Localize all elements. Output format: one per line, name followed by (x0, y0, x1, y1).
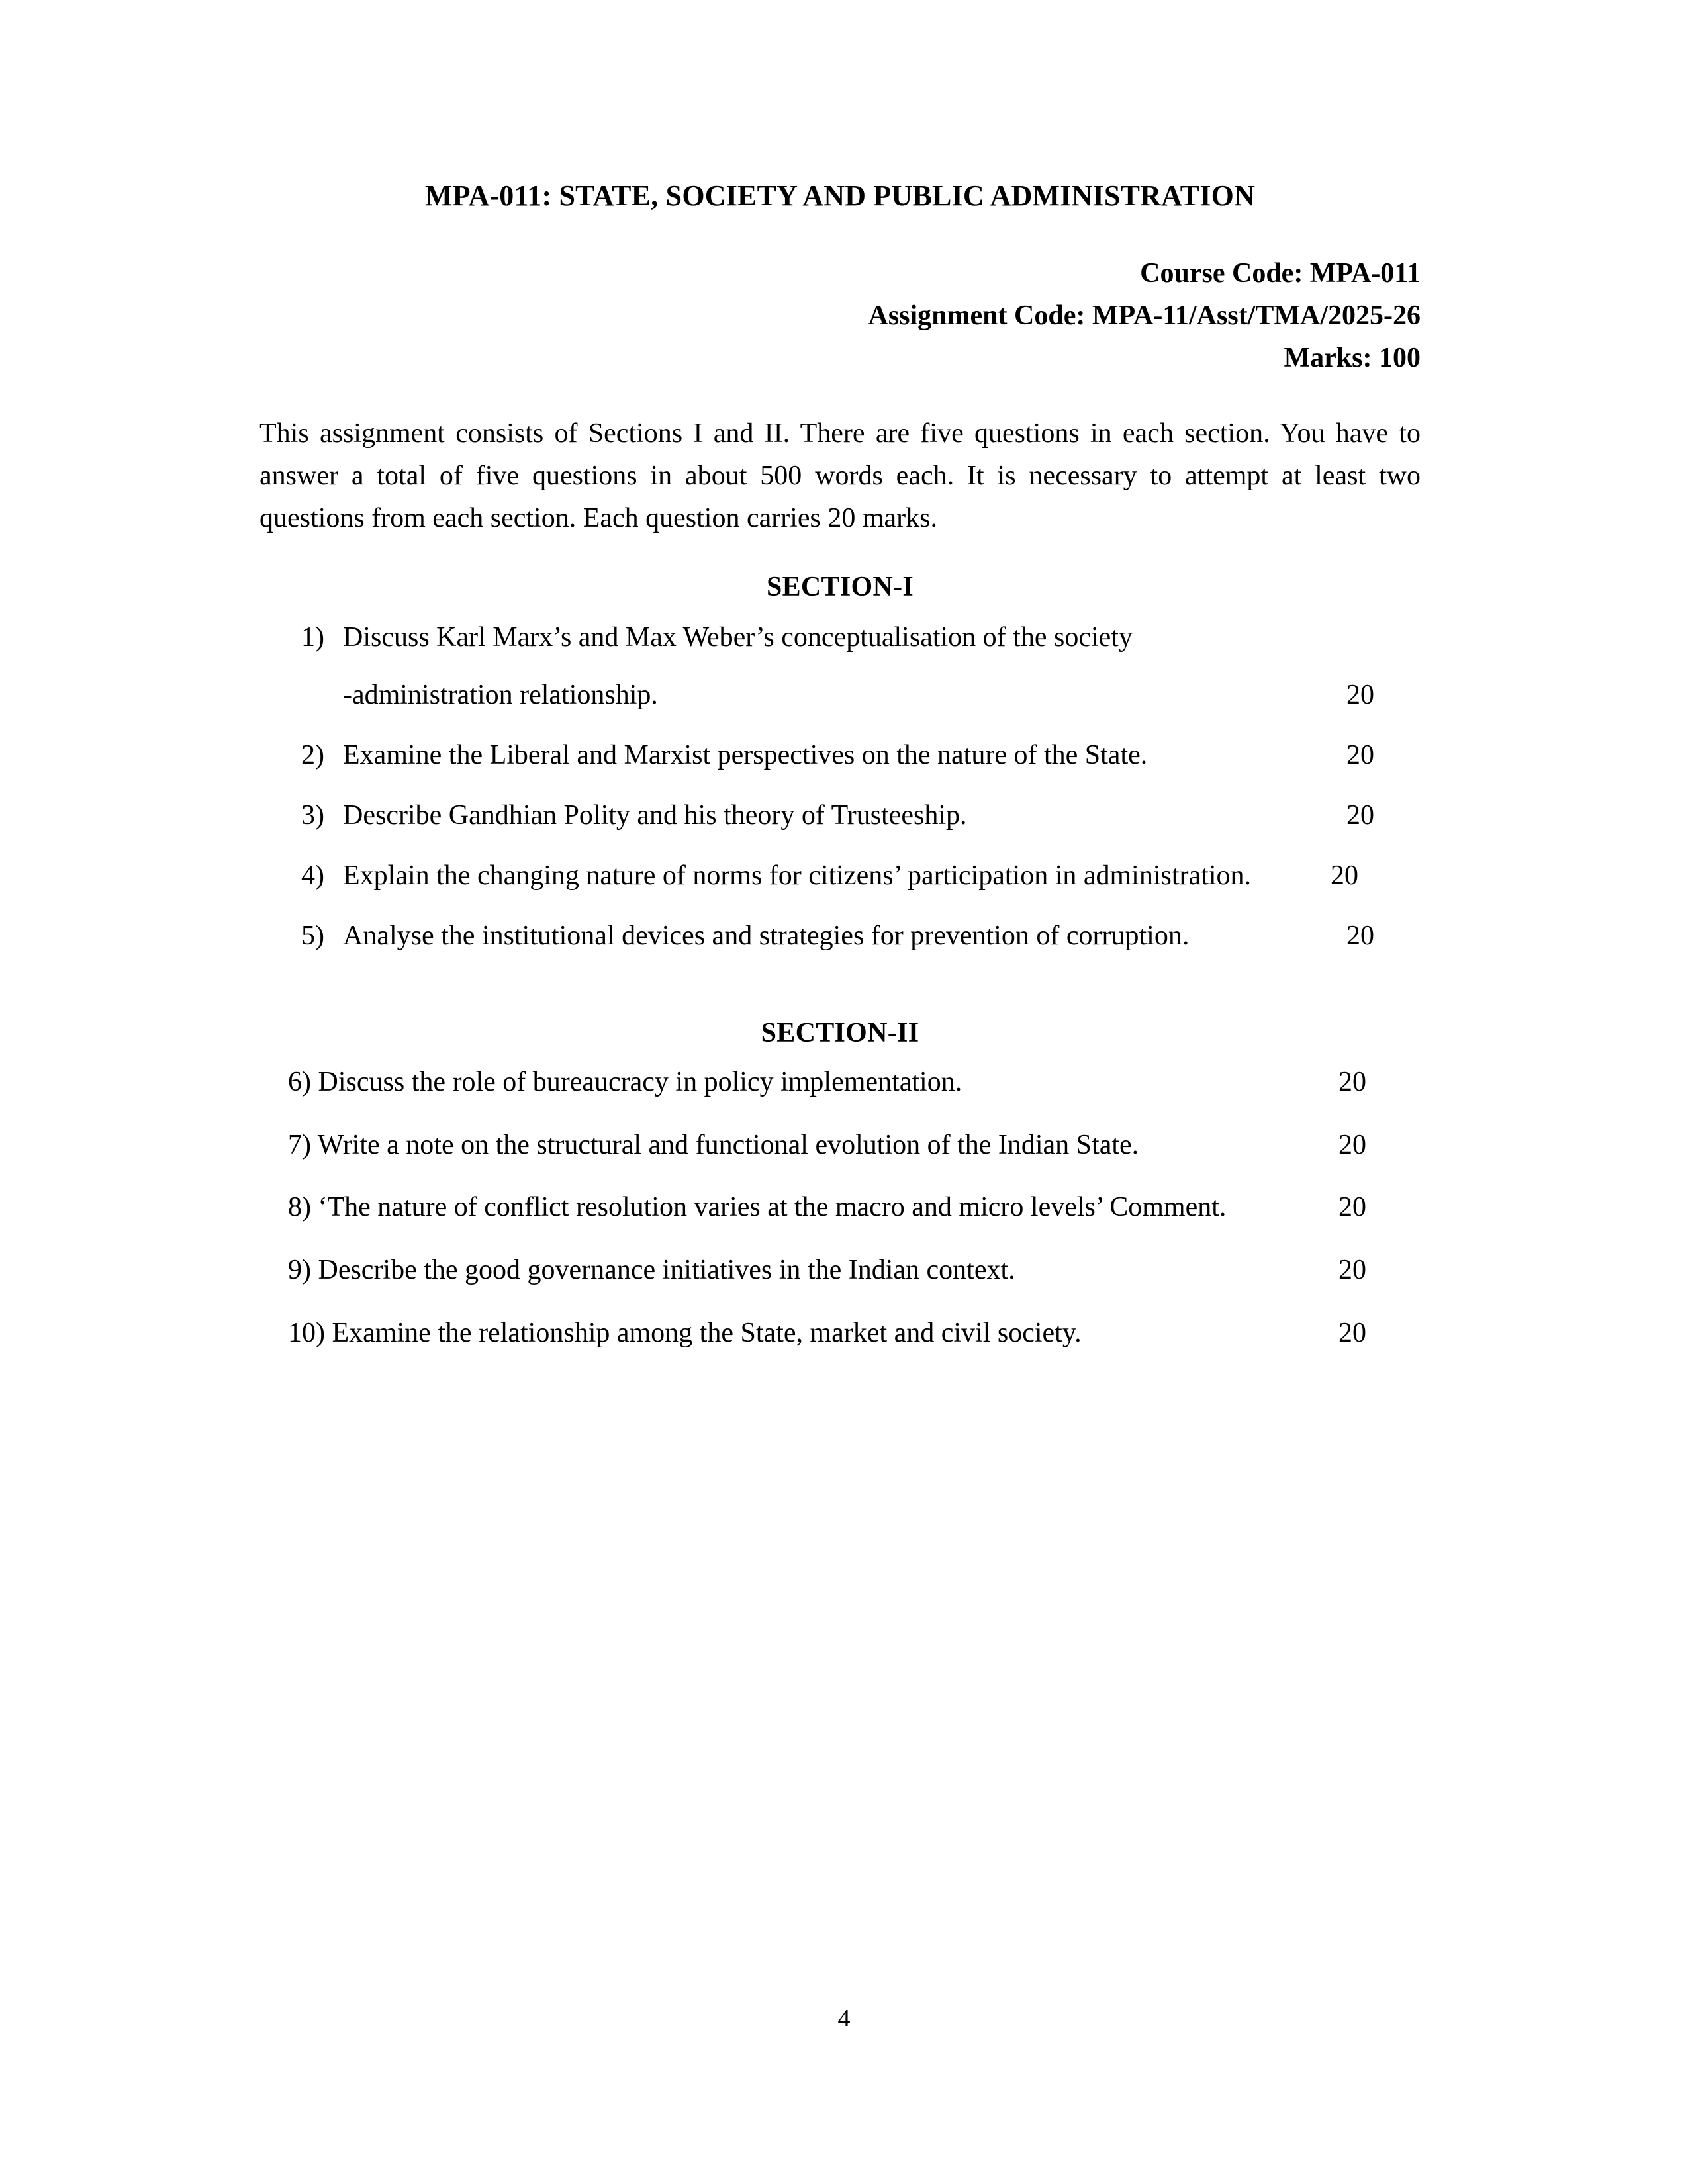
question-marks: 20 (1346, 740, 1374, 771)
question-text: Analyse the institutional devices and strategies for prevention of corruption. (343, 920, 1190, 951)
question-item (259, 916, 1421, 956)
question-number: 1) (301, 622, 324, 653)
course-code: Course Code: MPA-011 (1140, 258, 1421, 289)
question-item (259, 1187, 1421, 1228)
question-text: 7) Write a note on the structural and functional evolution of the Indian State. (288, 1129, 1139, 1160)
page-title: MPA-011: STATE, SOCIETY AND PUBLIC ADMINISTRATION (424, 179, 1256, 212)
question-text: Examine the Liberal and Marxist perspectives on the nature of the State. (343, 740, 1148, 771)
question-marks: 20 (1331, 860, 1358, 891)
page-number: 4 (837, 2005, 851, 2032)
section-2-question-list (259, 1062, 1421, 1353)
section-1-question-list (259, 617, 1421, 956)
question-text: 6) Discuss the role of bureaucracy in policy implementation. (288, 1066, 962, 1097)
question-text-continued: -administration relationship. (343, 680, 658, 711)
question-item (259, 1062, 1421, 1103)
question-marks: 20 (1338, 1318, 1366, 1349)
question-text: Describe Gandhian Polity and his theory of Trusteeship. (343, 800, 967, 831)
question-text: Explain the changing nature of norms for citizens’ participation in administration. (343, 860, 1251, 891)
question-text: 9) Describe the good governance initiatives in the Indian context. (288, 1255, 1015, 1286)
question-marks: 20 (1338, 1255, 1366, 1286)
question-marks: 20 (1338, 1192, 1366, 1223)
page-content (259, 0, 1421, 1353)
question-marks: 20 (1338, 1066, 1366, 1097)
question-number: 4) (301, 860, 324, 891)
question-number: 2) (301, 740, 324, 771)
question-item (259, 1313, 1421, 1353)
question-marks: 20 (1346, 680, 1374, 711)
question-text: 8) ‘The nature of conflict resolution varies at the macro and micro levels’ Comment. (288, 1192, 1227, 1223)
question-item (259, 1125, 1421, 1165)
assignment-meta-block (259, 253, 1421, 379)
question-text: Discuss Karl Marx’s and Max Weber’s conceptualisation of the society (343, 622, 1133, 653)
total-marks: Marks: 100 (1284, 343, 1421, 374)
question-number: 3) (301, 800, 324, 831)
question-marks: 20 (1346, 920, 1374, 951)
question-number: 5) (301, 920, 324, 951)
section-heading-2: SECTION-II (761, 1017, 919, 1048)
question-text: 10) Examine the relationship among the State, market and civil society. (288, 1318, 1082, 1349)
question-marks: 20 (1338, 1129, 1366, 1160)
question-item (259, 1250, 1421, 1291)
question-item (259, 617, 1421, 658)
question-marks: 20 (1346, 800, 1374, 831)
assignment-code: Assignment Code: MPA-11/Asst/TMA/2025-26 (868, 300, 1421, 332)
assignment-instructions: This assignment consists of Sections I and II. There are five questions in each section. You have to answer a total of five questions in about 500 words each. It is necessary to attempt at least two questions from each section. Each question carries 20 marks. (259, 418, 1421, 533)
question-continuation-line (259, 675, 1421, 715)
question-item (259, 735, 1421, 776)
question-item (259, 856, 1421, 896)
question-item (259, 796, 1421, 836)
section-heading-1: SECTION-I (766, 572, 914, 603)
